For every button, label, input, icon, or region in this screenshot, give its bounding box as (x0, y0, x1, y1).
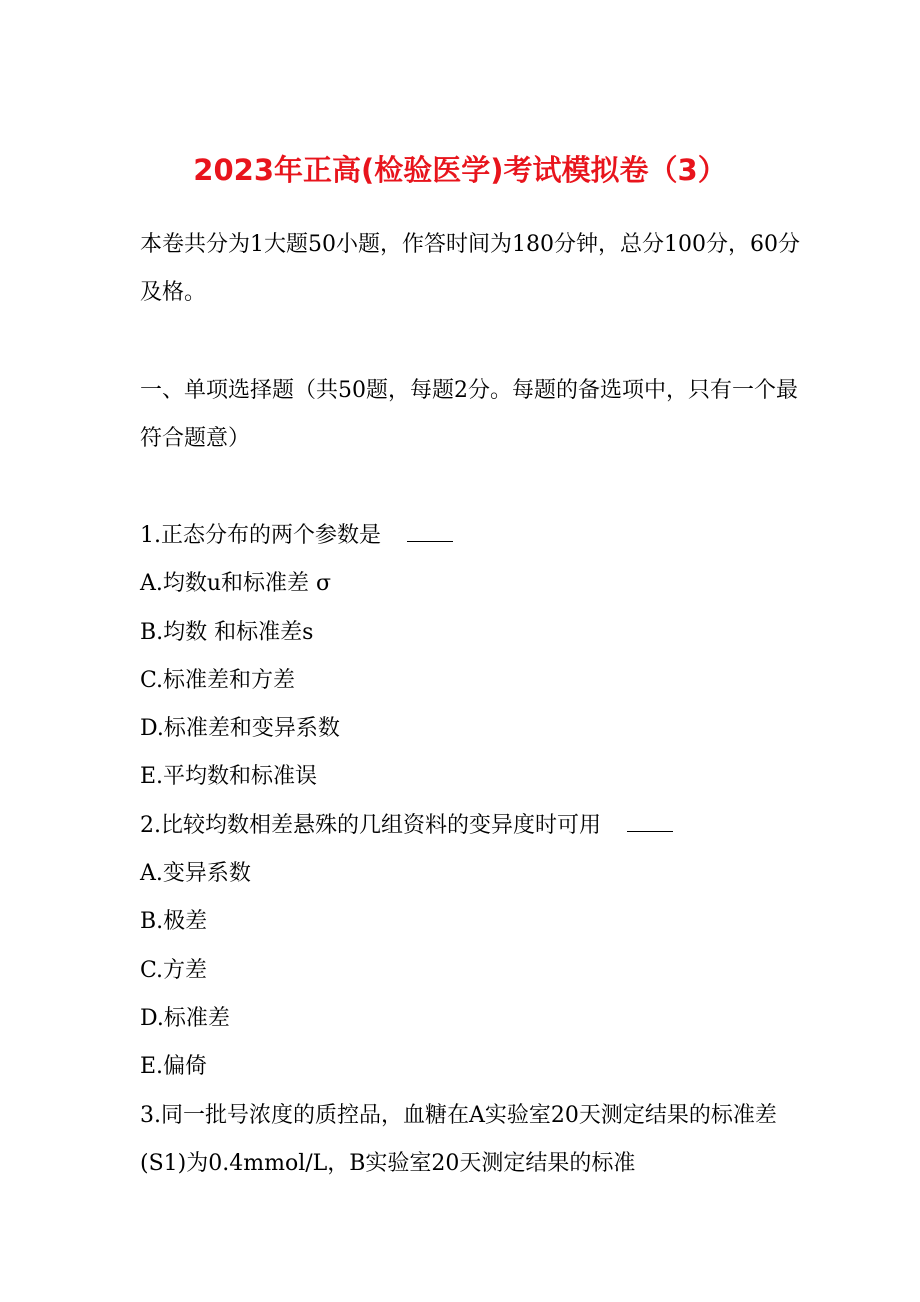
answer-blank (627, 811, 673, 832)
question-1-option-c: C.标准差和方差 (140, 667, 296, 693)
question-2-stem (140, 802, 800, 850)
document-title: 2023年正高(检验医学)考试模拟卷（3） (193, 153, 727, 187)
question-1-option-e: E.平均数和标准误 (140, 764, 318, 790)
question-3-stem: 3.同一批号浓度的质控品，血糖在A实验室20天测定结果的标准差(S1)为0.4mmol/L，B实验室20天测定结果的标准 (140, 1102, 777, 1176)
exam-intro: 本卷共分为1大题50小题，作答时间为180分钟，总分100分，60分及格。 (140, 232, 800, 305)
question-1-option-a: A.均数u和标准差 σ (140, 571, 332, 597)
question-2-option-e: E.偏倚 (140, 1054, 208, 1080)
answer-blank (407, 521, 453, 542)
question-stem-text: 2.比较均数相差悬殊的几组资料的变异度时可用 (140, 812, 601, 838)
question-2-option-a: A.变异系数 (140, 861, 251, 887)
question-1-option-b: B.均数 和标准差s (140, 619, 314, 645)
question-1-option-d: D.标准差和变异系数 (140, 716, 340, 742)
question-1-stem (140, 512, 800, 560)
section-heading: 一、单项选择题（共50题，每题2分。每题的备选项中，只有一个最符合题意） (140, 378, 798, 451)
question-2-option-c: C.方差 (140, 957, 208, 983)
question-2-option-d: D.标准差 (140, 1005, 230, 1031)
question-stem-text: 1.正态分布的两个参数是 (140, 523, 381, 548)
question-2-option-b: B.极差 (140, 909, 208, 935)
question-list (140, 512, 800, 1188)
